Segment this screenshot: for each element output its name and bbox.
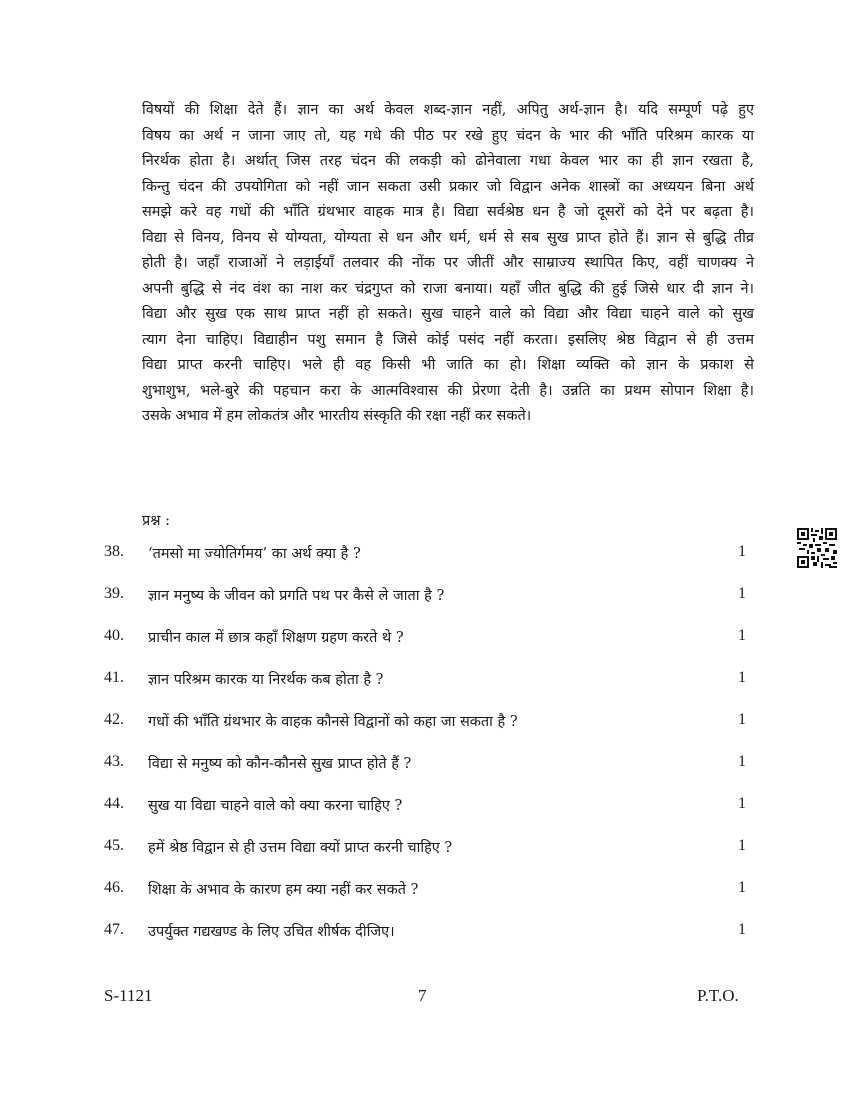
passage-line: त्याग देना चाहिए। विद्याहीन पशु समान है जिसे कोई पसंद नहीं करता। इसलिए श्रेष्ठ विद्वान से ही उत्तम [142,331,754,348]
question-text: सुख या विद्या चाहने वाले को क्या करना चाहिए ? [148,798,403,814]
passage-line: अपनी बुद्धि से नंद वंश का नाश कर चंद्रगुप्त को राजा बनाया। यहाँ जीत बुद्धि की हुई जिसे धार दी ज्ञान ने। [142,280,754,297]
question-number: 46. [104,879,124,896]
question-marks: 1 [738,711,746,728]
passage-line: निरर्थक होता है। अर्थात् जिस तरह चंदन की लकड़ी को ढोनेवाला गधा केवल भार का ही ज्ञान रखता है, [142,153,754,169]
question-marks: 1 [738,837,746,854]
question-text: उपर्युक्त गद्यखण्ड के लिए उचित शीर्षक दीजिए। [148,924,395,940]
question-number: 44. [104,795,124,812]
page-number: 7 [418,986,427,1005]
question-marks: 1 [738,921,746,938]
question-item [0,795,850,825]
question-marks: 1 [738,879,746,896]
question-text: ज्ञान परिश्रम कारक या निरर्थक कब होता है ? [148,672,384,688]
question-text: ‘तमसो मा ज्योतिर्गमय’ का अर्थ क्या है ? [148,546,361,562]
paper-code: S-1121 [104,986,153,1005]
passage-line: उसके अभाव में हम लोकतंत्र और भारतीय संस्कृति की रक्षा नहीं कर सकते। [142,408,532,424]
question-number: 39. [104,585,124,602]
passage-line: विद्या प्राप्त करनी चाहिए। भले ही वह किसी भी जाति का हो। शिक्षा व्यक्ति को ज्ञान के प्रकाश से [142,357,754,373]
passage-line: शुभाशुभ, भले-बुरे की पहचान करा के आत्मविश्वास की प्रेरणा देती है। उन्नति का प्रथम सोपान शिक्षा है। [142,382,754,399]
passage-line: विषयों की शिक्षा देते हैं। ज्ञान का अर्थ केवल शब्द-ज्ञान नहीं, अपितु अर्थ-ज्ञान है। यदि सम्पूर्ण पढ़े हुए [142,102,754,118]
passage-line: समझे करे वह गधों की भाँति ग्रंथभार वाहक मात्र है। विद्या सर्वश्रेष्ठ धन है जो दूसरों को देने पर बढ़ता है। [142,204,754,220]
question-text: प्राचीन काल में छात्र कहाँ शिक्षण ग्रहण करते थे ? [148,630,404,646]
passage-line: विषय का अर्थ न जाना जाए तो, यह गधे की पीठ पर रखे हुए चंदन के भार की भाँति परिश्रम कारक या [142,127,754,144]
question-text: शिक्षा के अभाव के कारण हम क्या नहीं कर सकते ? [148,882,419,898]
question-item [0,627,850,657]
question-number: 45. [104,837,124,854]
question-marks: 1 [738,753,746,770]
questions-label: प्रश्न : [142,513,170,529]
question-number: 42. [104,711,124,728]
question-number: 47. [104,921,124,938]
pto-label: P.T.O. [697,986,739,1005]
passage [142,98,754,430]
question-text: ज्ञान मनुष्य के जीवन को प्रगति पथ पर कैसे ले जाता है ? [148,588,445,604]
question-item [0,879,850,909]
passage-line: किन्तु चंदन की उपयोगिता को नहीं जान सकता उसी प्रकार जो विद्वान अनेक शास्त्रों का अध्ययन बिना अर्थ [142,178,754,195]
question-marks: 1 [738,627,746,644]
passage-line: विद्या और सुख एक साथ प्राप्त नहीं हो सकते। सुख चाहने वाले को विद्या और विद्या चाहने वाले को सुख [142,306,754,322]
question-marks: 1 [738,669,746,686]
question-item [0,711,850,741]
passage-line: होती है। जहाँ राजाओं ने लड़ाईयाँ तलवार की नोंक पर जीतीं और साम्राज्य स्थापित किए, वहीं चाणक्य ने [142,255,754,271]
question-text: गधों की भाँति ग्रंथभार के वाहक कौनसे विद्वानों को कहा जा सकता है ? [148,714,518,730]
question-number: 38. [104,543,124,560]
question-text: विद्या से मनुष्य को कौन-कौनसे सुख प्राप्त होते हैं ? [148,756,412,772]
passage-line: विद्या से विनय, विनय से योग्यता, योग्यता से धन और धर्म, धर्म से सब सुख प्राप्त होते हैं। ज्ञान से बुद्धि तीव्र [142,229,754,246]
question-item [0,837,850,867]
question-number: 40. [104,627,124,644]
question-item [0,753,850,783]
question-item [0,669,850,699]
question-number: 43. [104,753,124,770]
question-item [0,543,850,573]
question-item [0,921,850,951]
question-item [0,585,850,615]
question-marks: 1 [738,585,746,602]
question-text: हमें श्रेष्ठ विद्वान से ही उत्तम विद्या क्यों प्राप्त करनी चाहिए ? [148,840,453,856]
question-marks: 1 [738,543,746,560]
question-number: 41. [104,669,124,686]
question-marks: 1 [738,795,746,812]
